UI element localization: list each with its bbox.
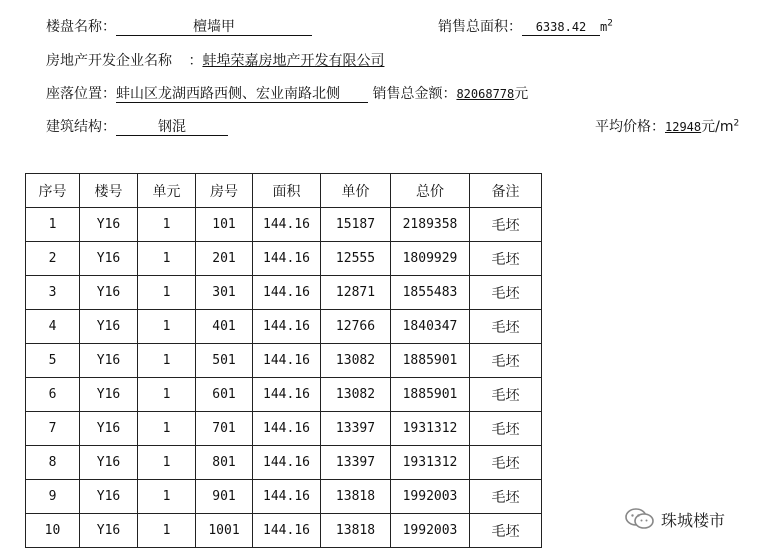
table-row <box>26 242 542 276</box>
cell-note: 毛坯 <box>470 514 542 548</box>
cell-room: 901 <box>196 480 253 514</box>
total-area-unit-sup: 2 <box>607 18 613 29</box>
table-row <box>26 412 542 446</box>
average-price-unit: 元/m <box>701 119 734 135</box>
cell-unit: 1 <box>138 344 196 378</box>
cell-note: 毛坯 <box>470 446 542 480</box>
structure-label: 建筑结构： <box>46 119 116 135</box>
table-body <box>26 208 542 548</box>
cell-total-price: 1931312 <box>391 446 470 480</box>
cell-seq: 3 <box>26 276 80 310</box>
total-amount-value: 82068778 <box>456 87 515 101</box>
cell-area: 144.16 <box>253 310 321 344</box>
cell-seq: 4 <box>26 310 80 344</box>
header-building: 楼号 <box>80 174 138 208</box>
cell-unit-price: 12766 <box>321 310 391 344</box>
cell-room: 301 <box>196 276 253 310</box>
header-unit: 单元 <box>138 174 196 208</box>
total-area-value: 6338.42 <box>522 19 600 36</box>
table-header-row <box>26 174 542 208</box>
cell-unit: 1 <box>138 208 196 242</box>
cell-seq: 5 <box>26 344 80 378</box>
cell-total-price: 1992003 <box>391 480 470 514</box>
cell-total-price: 1885901 <box>391 344 470 378</box>
cell-seq: 7 <box>26 412 80 446</box>
cell-note: 毛坯 <box>470 378 542 412</box>
structure-value: 钢混 <box>116 119 228 136</box>
location-line <box>46 83 528 103</box>
cell-area: 144.16 <box>253 412 321 446</box>
total-area-label: 销售总面积： <box>438 19 522 35</box>
cell-unit: 1 <box>138 480 196 514</box>
cell-total-price: 2189358 <box>391 208 470 242</box>
cell-area: 144.16 <box>253 446 321 480</box>
cell-unit-price: 13397 <box>321 412 391 446</box>
total-area-unit: m <box>600 20 608 34</box>
cell-seq: 6 <box>26 378 80 412</box>
cell-seq: 9 <box>26 480 80 514</box>
cell-unit: 1 <box>138 276 196 310</box>
header-total-price: 总价 <box>391 174 470 208</box>
total-amount-unit: 元 <box>514 86 529 102</box>
cell-unit-price: 13082 <box>321 378 391 412</box>
table-row <box>26 208 542 242</box>
cell-building: Y16 <box>80 412 138 446</box>
cell-area: 144.16 <box>253 344 321 378</box>
cell-room: 101 <box>196 208 253 242</box>
cell-unit-price: 13818 <box>321 514 391 548</box>
location-value: 蚌山区龙湖西路西侧、宏业南路北侧 <box>116 86 368 103</box>
cell-total-price: 1931312 <box>391 412 470 446</box>
cell-seq: 8 <box>26 446 80 480</box>
wechat-icon <box>625 507 655 531</box>
cell-room: 701 <box>196 412 253 446</box>
cell-unit-price: 12555 <box>321 242 391 276</box>
cell-note: 毛坯 <box>470 480 542 514</box>
table-row <box>26 480 542 514</box>
project-name-label: 楼盘名称： <box>46 19 116 35</box>
cell-room: 501 <box>196 344 253 378</box>
cell-area: 144.16 <box>253 378 321 412</box>
cell-building: Y16 <box>80 344 138 378</box>
table-row <box>26 344 542 378</box>
header-room: 房号 <box>196 174 253 208</box>
table-row <box>26 378 542 412</box>
cell-building: Y16 <box>80 446 138 480</box>
cell-unit: 1 <box>138 310 196 344</box>
cell-unit: 1 <box>138 412 196 446</box>
cell-building: Y16 <box>80 242 138 276</box>
average-price-value: 12948 <box>665 120 702 134</box>
cell-room: 1001 <box>196 514 253 548</box>
average-price-unit-sup: 2 <box>733 118 740 129</box>
cell-unit: 1 <box>138 378 196 412</box>
cell-building: Y16 <box>80 310 138 344</box>
cell-room: 401 <box>196 310 253 344</box>
cell-unit: 1 <box>138 446 196 480</box>
developer-line <box>46 50 384 70</box>
cell-unit-price: 12871 <box>321 276 391 310</box>
cell-total-price: 1809929 <box>391 242 470 276</box>
watermark-text: 珠城楼市 <box>661 510 726 530</box>
cell-area: 144.16 <box>253 514 321 548</box>
cell-note: 毛坯 <box>470 242 542 276</box>
developer-value: 蚌埠荣嘉房地产开发有限公司 <box>202 53 385 69</box>
cell-area: 144.16 <box>253 480 321 514</box>
average-price-label: 平均价格： <box>595 119 665 135</box>
cell-note: 毛坯 <box>470 310 542 344</box>
developer-separator: ： <box>188 53 203 69</box>
project-name-line <box>46 16 312 36</box>
cell-seq: 1 <box>26 208 80 242</box>
cell-area: 144.16 <box>253 208 321 242</box>
cell-building: Y16 <box>80 514 138 548</box>
location-label: 座落位置： <box>46 86 116 102</box>
cell-note: 毛坯 <box>470 208 542 242</box>
cell-building: Y16 <box>80 276 138 310</box>
cell-total-price: 1840347 <box>391 310 470 344</box>
cell-unit: 1 <box>138 514 196 548</box>
cell-area: 144.16 <box>253 276 321 310</box>
cell-room: 801 <box>196 446 253 480</box>
cell-total-price: 1992003 <box>391 514 470 548</box>
table-row <box>26 310 542 344</box>
developer-label: 房地产开发企业名称 <box>46 53 172 69</box>
cell-note: 毛坯 <box>470 344 542 378</box>
cell-unit: 1 <box>138 242 196 276</box>
structure-line <box>46 116 228 136</box>
cell-unit-price: 13818 <box>321 480 391 514</box>
cell-building: Y16 <box>80 378 138 412</box>
header-note: 备注 <box>470 174 542 208</box>
header-seq: 序号 <box>26 174 80 208</box>
cell-building: Y16 <box>80 480 138 514</box>
table-row <box>26 514 542 548</box>
table-row <box>26 446 542 480</box>
header-unit-price: 单价 <box>321 174 391 208</box>
cell-room: 201 <box>196 242 253 276</box>
total-amount-label: 销售总金额： <box>372 86 457 102</box>
cell-unit-price: 15187 <box>321 208 391 242</box>
cell-seq: 10 <box>26 514 80 548</box>
cell-note: 毛坯 <box>470 412 542 446</box>
cell-seq: 2 <box>26 242 80 276</box>
table-row <box>26 276 542 310</box>
cell-building: Y16 <box>80 208 138 242</box>
price-table <box>25 173 542 548</box>
cell-area: 144.16 <box>253 242 321 276</box>
cell-room: 601 <box>196 378 253 412</box>
cell-total-price: 1885901 <box>391 378 470 412</box>
project-name-value: 檀墙甲 <box>116 19 312 36</box>
cell-note: 毛坯 <box>470 276 542 310</box>
total-area-line <box>438 16 613 36</box>
header-area: 面积 <box>253 174 321 208</box>
cell-unit-price: 13082 <box>321 344 391 378</box>
watermark <box>625 507 725 531</box>
cell-unit-price: 13397 <box>321 446 391 480</box>
average-price-line <box>595 116 739 136</box>
cell-total-price: 1855483 <box>391 276 470 310</box>
